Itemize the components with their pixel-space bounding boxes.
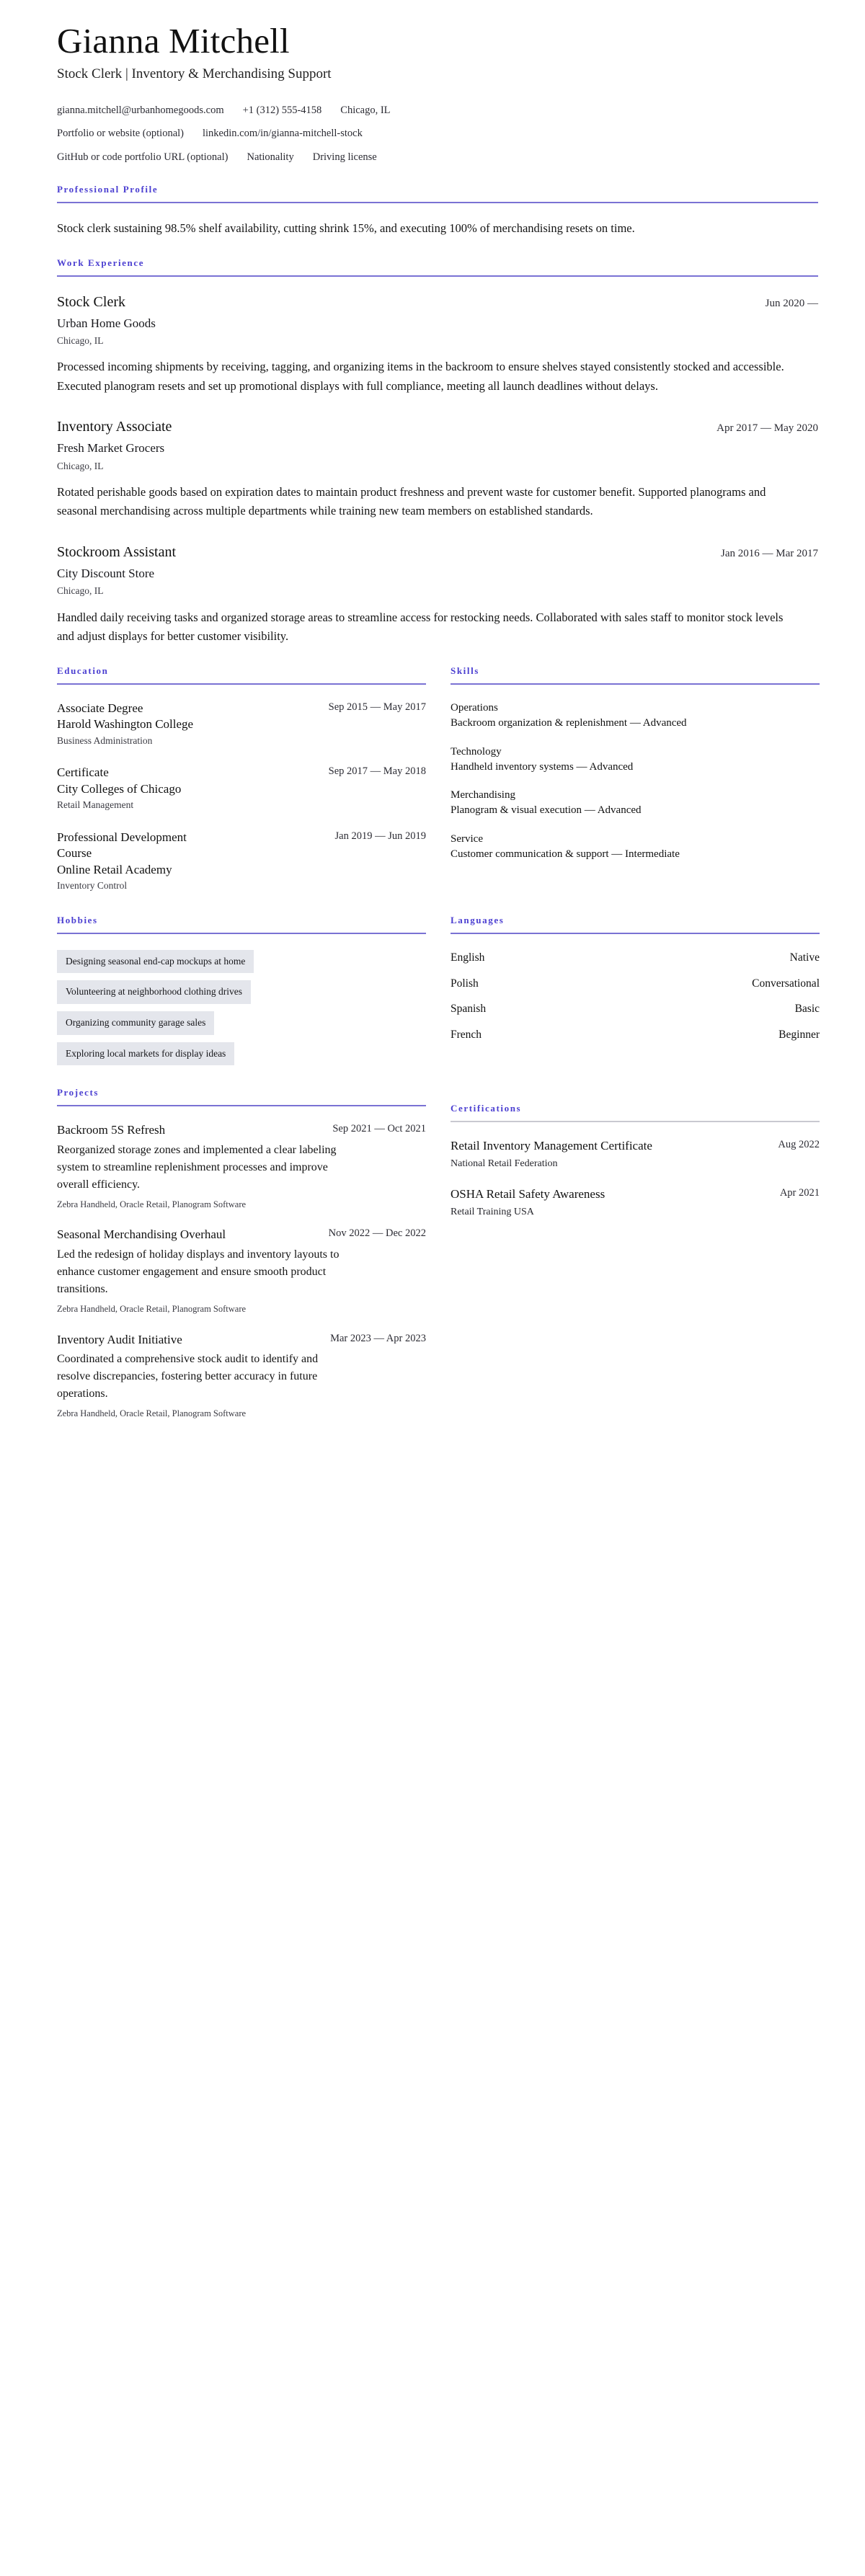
section-heading-work: Work Experience bbox=[57, 257, 145, 268]
project-tools: Zebra Handheld, Oracle Retail, Planogram Software bbox=[57, 1408, 247, 1419]
project-entry-header bbox=[57, 1332, 426, 1349]
section-heading-profile: Professional Profile bbox=[57, 183, 159, 195]
work-description: Processed incoming shipments by receiving, tagging, and organizing items in the backroom to ensure shelves stayed consistently stocked and accessible. Executed planogram resets and set up promotional displays with full compliance, meeting all launch deadlines without delays. bbox=[57, 360, 784, 393]
project-entry-header bbox=[57, 1227, 426, 1243]
section-work-experience bbox=[57, 257, 818, 647]
work-job-date: Apr 2017 — May 2020 bbox=[717, 422, 818, 435]
education-date: Jan 2019 — Jun 2019 bbox=[334, 830, 426, 842]
section-education bbox=[57, 665, 426, 893]
education-field: Business Administration bbox=[57, 734, 153, 746]
language-level: Beginner bbox=[778, 1028, 820, 1041]
certification-issuer: National Retail Federation bbox=[451, 1158, 558, 1169]
work-employer: Fresh Market Grocers bbox=[57, 441, 165, 456]
section-divider-hobbies bbox=[57, 933, 426, 934]
project-date: Nov 2022 — Dec 2022 bbox=[328, 1227, 426, 1240]
language-row bbox=[451, 950, 820, 966]
skill-category: Service bbox=[451, 832, 483, 845]
education-date: Sep 2015 — May 2017 bbox=[328, 701, 426, 713]
certification-entry-header bbox=[451, 1186, 820, 1203]
project-description: Coordinated a comprehensive stock audit to identify and resolve discrepancies, fostering better accuracy in future operations. bbox=[57, 1353, 319, 1400]
certification-date: Aug 2022 bbox=[778, 1139, 820, 1151]
project-description: Reorganized storage zones and implemented a clear labeling system to streamline replenishment processes and improve overall efficiency. bbox=[57, 1143, 337, 1191]
education-entry-header bbox=[57, 830, 426, 893]
certification-name: Retail Inventory Management Certificate bbox=[451, 1139, 652, 1153]
skill-items: Backroom organization & replenishment — Advanced bbox=[451, 717, 687, 729]
skill-group bbox=[451, 832, 820, 863]
candidate-headline: Stock Clerk | Inventory & Merchandising Support bbox=[57, 66, 332, 81]
work-location: Chicago, IL bbox=[57, 334, 104, 346]
language-level: Basic bbox=[794, 1003, 820, 1016]
work-location: Chicago, IL bbox=[57, 460, 104, 471]
project-date: Sep 2021 — Oct 2021 bbox=[332, 1123, 426, 1135]
education-degree: Professional Development Course bbox=[57, 830, 187, 861]
skill-group bbox=[451, 745, 820, 776]
language-row bbox=[451, 976, 820, 992]
language-row bbox=[451, 1027, 820, 1043]
work-entry bbox=[57, 293, 818, 396]
profile-summary-text: Stock clerk sustaining 98.5% shelf availability, cutting shrink 15%, and executing 100% of merchandising resets on time. bbox=[57, 221, 635, 235]
skill-category: Operations bbox=[451, 701, 498, 714]
row-education-skills bbox=[57, 665, 818, 893]
project-entry bbox=[57, 1122, 426, 1211]
certification-entry bbox=[451, 1186, 820, 1219]
section-projects bbox=[57, 1087, 426, 1421]
work-entry-header bbox=[57, 417, 818, 436]
work-job-date: Jun 2020 — bbox=[765, 297, 818, 309]
language-row bbox=[451, 1001, 820, 1017]
contact-row-1 bbox=[57, 102, 818, 118]
project-name: Seasonal Merchandising Overhaul bbox=[57, 1227, 226, 1242]
education-field: Inventory Control bbox=[57, 880, 128, 892]
education-date: Sep 2017 — May 2018 bbox=[328, 765, 426, 778]
contact-email[interactable]: gianna.mitchell@urbanhomegoods.com bbox=[57, 104, 224, 116]
education-school: City Colleges of Chicago bbox=[57, 781, 182, 796]
section-divider-skills bbox=[451, 683, 820, 685]
language-name: Spanish bbox=[451, 1003, 487, 1016]
section-certifications bbox=[451, 1103, 820, 1220]
section-heading-skills: Skills bbox=[451, 665, 479, 676]
languages-list bbox=[451, 950, 820, 1043]
skill-category: Merchandising bbox=[451, 789, 515, 801]
education-entry bbox=[57, 765, 426, 812]
contact-github[interactable]: GitHub or code portfolio URL (optional) bbox=[57, 151, 229, 163]
section-languages bbox=[451, 915, 820, 1043]
skill-items: Planogram & visual execution — Advanced bbox=[451, 804, 642, 817]
contact-nationality: Nationality bbox=[247, 151, 294, 163]
work-employer: Urban Home Goods bbox=[57, 316, 156, 330]
section-professional-profile bbox=[57, 184, 818, 239]
section-divider-education bbox=[57, 683, 426, 685]
project-date: Mar 2023 — Apr 2023 bbox=[330, 1332, 426, 1344]
hobby-chip: Volunteering at neighborhood clothing drives bbox=[57, 980, 251, 1004]
certification-entry bbox=[451, 1138, 820, 1171]
contact-linkedin[interactable]: linkedin.com/in/gianna-mitchell-stock bbox=[202, 128, 363, 140]
contact-row-3 bbox=[57, 149, 818, 165]
education-degree: Certificate bbox=[57, 765, 109, 780]
education-school: Harold Washington College bbox=[57, 717, 194, 732]
row-projects-certifications bbox=[57, 1065, 818, 1421]
contact-phone[interactable]: +1 (312) 555-4158 bbox=[242, 104, 322, 116]
project-entry bbox=[57, 1332, 426, 1421]
contact-row-2 bbox=[57, 125, 818, 141]
education-degree: Associate Degree bbox=[57, 701, 143, 715]
work-description: Handled daily receiving tasks and organized storage areas to streamline access for restocking needs. Collaborated with sales staff to monitor stock levels and adjust displays for better customer visibility. bbox=[57, 610, 784, 644]
education-entry bbox=[57, 701, 426, 748]
project-name: Backroom 5S Refresh bbox=[57, 1123, 166, 1137]
education-field: Retail Management bbox=[57, 799, 134, 811]
contact-block bbox=[57, 102, 818, 165]
skill-group bbox=[451, 701, 820, 732]
certification-name: OSHA Retail Safety Awareness bbox=[451, 1187, 606, 1202]
work-entry-header bbox=[57, 293, 818, 311]
education-entry-left bbox=[57, 830, 219, 893]
section-divider-certifications bbox=[451, 1121, 820, 1122]
certification-issuer: Retail Training USA bbox=[451, 1207, 534, 1218]
contact-location: Chicago, IL bbox=[340, 104, 391, 116]
section-divider-projects bbox=[57, 1105, 426, 1106]
section-skills bbox=[451, 665, 820, 862]
hobby-chip: Organizing community garage sales bbox=[57, 1011, 214, 1035]
hobbies-list bbox=[57, 950, 426, 1065]
resume-header bbox=[57, 22, 818, 165]
work-employer: City Discount Store bbox=[57, 567, 155, 581]
section-heading-hobbies: Hobbies bbox=[57, 914, 98, 925]
project-description: Led the redesign of holiday displays and inventory layouts to enhance customer engagement and ensure smooth product transitions. bbox=[57, 1248, 340, 1296]
section-heading-education: Education bbox=[57, 665, 109, 676]
skill-items: Handheld inventory systems — Advanced bbox=[451, 760, 634, 773]
hobby-chip: Exploring local markets for display ideas bbox=[57, 1042, 234, 1066]
language-name: English bbox=[451, 951, 485, 964]
education-entry-left bbox=[57, 701, 193, 748]
work-entry bbox=[57, 543, 818, 647]
section-divider-work bbox=[57, 275, 818, 277]
section-divider-languages bbox=[451, 933, 820, 934]
project-name: Inventory Audit Initiative bbox=[57, 1332, 182, 1346]
work-description: Rotated perishable goods based on expiration dates to maintain product freshness and prevent waste for customer benefit. Supported planograms and seasonal merchandising across multiple departments while training new team members on established standards. bbox=[57, 484, 766, 518]
skill-category: Technology bbox=[451, 745, 502, 758]
work-job-title: Stockroom Assistant bbox=[57, 544, 177, 561]
skill-items: Customer communication & support — Intermediate bbox=[451, 848, 680, 861]
language-level: Native bbox=[789, 951, 820, 964]
section-hobbies bbox=[57, 915, 426, 1065]
section-heading-certifications: Certifications bbox=[451, 1103, 522, 1114]
certification-date: Apr 2021 bbox=[779, 1187, 820, 1199]
section-divider-profile bbox=[57, 202, 818, 203]
skill-group bbox=[451, 788, 820, 819]
education-entry-left bbox=[57, 765, 181, 812]
work-location: Chicago, IL bbox=[57, 585, 104, 597]
education-entry bbox=[57, 830, 426, 893]
work-job-title: Stock Clerk bbox=[57, 293, 125, 310]
section-heading-languages: Languages bbox=[451, 914, 505, 925]
work-job-title: Inventory Associate bbox=[57, 419, 172, 435]
contact-driving-license: Driving license bbox=[312, 151, 377, 163]
project-entry bbox=[57, 1227, 426, 1315]
work-job-date: Jan 2016 — Mar 2017 bbox=[721, 548, 818, 560]
certification-entry-header bbox=[451, 1138, 820, 1155]
project-entry-header bbox=[57, 1122, 426, 1139]
education-entry-header bbox=[57, 765, 426, 812]
education-school: Online Retail Academy bbox=[57, 862, 172, 876]
work-entry-header bbox=[57, 543, 818, 561]
language-name: French bbox=[451, 1028, 482, 1041]
contact-portfolio[interactable]: Portfolio or website (optional) bbox=[57, 128, 184, 140]
work-entry bbox=[57, 417, 818, 521]
language-name: Polish bbox=[451, 977, 479, 990]
hobby-chip: Designing seasonal end-cap mockups at home bbox=[57, 950, 254, 974]
project-tools: Zebra Handheld, Oracle Retail, Planogram Software bbox=[57, 1199, 247, 1209]
language-level: Conversational bbox=[752, 977, 820, 990]
candidate-name: Gianna Mitchell bbox=[57, 21, 290, 61]
project-tools: Zebra Handheld, Oracle Retail, Planogram Software bbox=[57, 1304, 247, 1315]
section-heading-projects: Projects bbox=[57, 1087, 99, 1098]
row-hobbies-languages bbox=[57, 893, 818, 1065]
education-entry-header bbox=[57, 701, 426, 748]
